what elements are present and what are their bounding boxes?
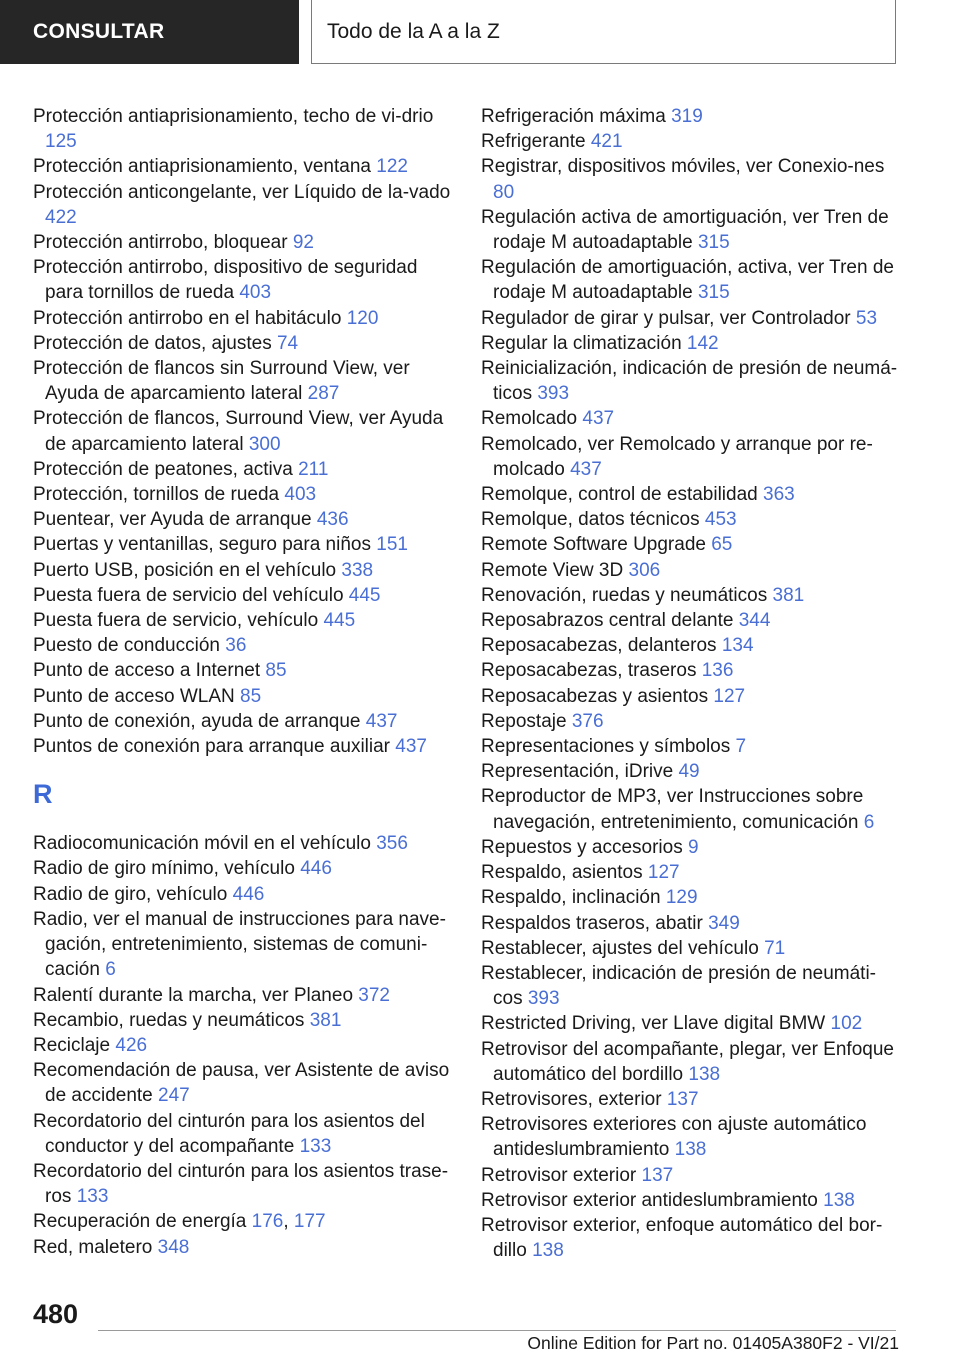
index-entry-text: Puesta fuera de servicio del vehículo	[33, 584, 349, 606]
page-link[interactable]: 138	[532, 1240, 564, 1262]
index-entry-text: Reinicialización, indicación de presión de neumá‐ticos	[481, 358, 898, 405]
page-link[interactable]: 102	[830, 1013, 863, 1035]
index-entry-text: Punto de conexión, ayuda de arranque	[33, 710, 366, 732]
page-link[interactable]: 74	[276, 332, 299, 354]
index-entry	[33, 907, 453, 983]
index-entry	[481, 734, 901, 759]
index-entry-text: Radiocomunicación móvil en el vehículo	[33, 833, 377, 855]
page-link[interactable]: 92	[292, 232, 314, 254]
index-entry-text: Reposacabezas y asientos	[481, 685, 714, 707]
page-link[interactable]: 133	[76, 1186, 109, 1208]
index-entry-text: Reposacabezas, delanteros	[481, 635, 722, 657]
index-entry	[33, 633, 453, 658]
page-separator: ,	[283, 1211, 294, 1233]
index-entry-text: Respaldos traseros, abatir	[481, 912, 709, 934]
index-entry-text: Regulación de amortiguación, activa, ver Tren de rodaje M autoadaptable	[481, 257, 894, 304]
index-entry-text: Puerto USB, posición en el vehículo	[33, 559, 342, 581]
page-link[interactable]: 247	[158, 1085, 190, 1107]
page-link[interactable]: 125	[45, 131, 77, 153]
page-link[interactable]: 437	[365, 710, 398, 732]
index-entry-text: Puntos de conexión para arranque auxiliar	[33, 736, 396, 758]
page-link[interactable]: 151	[376, 534, 408, 556]
index-entry	[481, 356, 901, 406]
page-link[interactable]: 393	[527, 988, 560, 1010]
index-entry-text: Refrigeración máxima	[481, 106, 672, 127]
page-link[interactable]: 6	[863, 811, 875, 833]
index-entry	[481, 331, 901, 356]
index-entry	[481, 1112, 901, 1162]
index-entry-text: Respaldo, asientos	[481, 862, 648, 884]
page-link[interactable]: 122	[376, 156, 408, 178]
index-entry-text: Remolcado, ver Remolcado y arranque por re‐molcado	[481, 433, 873, 480]
page-link[interactable]: 137	[666, 1088, 699, 1110]
index-entry	[481, 784, 901, 834]
index-entry	[481, 406, 901, 431]
index-entry-text: Repuestos y accesorios	[481, 836, 688, 858]
page-link[interactable]: 120	[346, 307, 379, 329]
index-entry	[33, 507, 453, 532]
index-entry	[33, 882, 453, 907]
index-entry	[33, 709, 453, 734]
index-entry-text: Restablecer, ajustes del vehículo	[481, 937, 765, 959]
index-entry	[481, 432, 901, 482]
page-link[interactable]: 138	[674, 1139, 707, 1161]
page-link[interactable]: 71	[764, 937, 786, 959]
index-entry	[481, 759, 901, 784]
index-entry	[481, 507, 901, 532]
index-entry-text: Protección antiaprisionamiento, techo de vi‐drio	[33, 106, 434, 127]
page-link[interactable]: 300	[248, 433, 281, 455]
index-entry	[481, 583, 901, 608]
page-link[interactable]: 315	[697, 232, 730, 254]
index-entry	[481, 532, 901, 557]
index-column-left	[33, 104, 453, 1260]
index-entry-text: Remote Software Upgrade	[481, 534, 712, 556]
page-link[interactable]: 437	[570, 458, 602, 480]
index-entry	[481, 658, 901, 683]
index-entry	[33, 583, 453, 608]
index-entry	[33, 255, 453, 305]
page-link[interactable]: 403	[284, 484, 317, 506]
index-entry	[33, 331, 453, 356]
index-entry-text: Protección antirrobo, bloquear	[33, 232, 293, 254]
index-entry	[33, 532, 453, 557]
page-link[interactable]: 437	[582, 408, 615, 430]
index-entry	[481, 709, 901, 734]
index-entry	[481, 1087, 901, 1112]
index-entry	[481, 1037, 901, 1087]
footer-edition-text: Online Edition for Part no. 01405A380F2 - VI/21	[527, 1333, 899, 1353]
index-entry	[33, 856, 453, 881]
index-entry	[481, 684, 901, 709]
page-link[interactable]: 426	[115, 1034, 148, 1056]
index-entry-text: Recuperación de energía	[33, 1211, 252, 1233]
index-entry	[33, 230, 453, 255]
index-entry-text: Restricted Driving, ver Llave digital BMW	[481, 1013, 831, 1035]
page-link[interactable]: 338	[341, 559, 374, 581]
index-entry-text: Punto de acceso a Internet	[33, 660, 266, 682]
page-number: 480	[33, 1299, 79, 1329]
index-entry-text: Protección antirrobo en el habitáculo	[33, 307, 347, 329]
page-link[interactable]: 7	[735, 736, 747, 758]
index-entry-text: Protección, tornillos de rueda	[33, 484, 285, 506]
page-link[interactable]: 53	[855, 307, 878, 329]
index-entry	[33, 1209, 453, 1234]
index-entry-text: Retrovisor del acompañante, plegar, ver Enfoque automático del bordillo	[481, 1038, 894, 1085]
index-entry-text: Retrovisor exterior	[481, 1164, 642, 1186]
index-entry-text: Refrigerante	[481, 131, 591, 153]
index-entry-text: Radio de giro, vehículo	[33, 883, 233, 905]
index-entry-text: Reproductor de MP3, ver Instrucciones sobre navegación, entretenimiento, comunicación	[481, 786, 864, 833]
page-link[interactable]: 127	[647, 862, 680, 884]
index-entry-text: Protección de datos, ajustes	[33, 332, 277, 354]
page-link[interactable]: 446	[300, 858, 332, 880]
page-link[interactable]: 445	[323, 610, 356, 632]
page-link[interactable]: 49	[678, 761, 700, 783]
page-header-title	[311, 0, 896, 64]
index-entry	[33, 457, 453, 482]
index-entry-text: Regular la climatización	[481, 332, 687, 354]
index-entry-text: Protección de peatones, activa	[33, 458, 299, 480]
page-link[interactable]: 437	[395, 736, 427, 758]
index-entry	[481, 1213, 901, 1263]
index-list-right	[481, 104, 901, 1263]
index-entry-text: Red, maletero	[33, 1236, 158, 1258]
index-entry	[33, 658, 453, 683]
index-entry	[33, 983, 453, 1008]
index-entry	[481, 1163, 901, 1188]
index-entry-text: Recomendación de pausa, ver Asistente de aviso de accidente	[33, 1060, 450, 1107]
index-entry	[481, 1011, 901, 1036]
index-entry	[33, 1058, 453, 1108]
page-link[interactable]: 80	[493, 181, 515, 203]
index-entry-text: Registrar, dispositivos móviles, ver Conexio‐nes	[481, 156, 885, 178]
page-link[interactable]: 348	[157, 1236, 190, 1258]
index-column-right	[481, 104, 901, 1263]
page-link[interactable]: 65	[711, 534, 733, 556]
section-tab	[0, 0, 299, 64]
index-entry-text: Remote View 3D	[481, 559, 629, 581]
index-entry	[481, 306, 901, 331]
index-entry	[33, 482, 453, 507]
index-entry-text: Remolque, datos técnicos	[481, 509, 705, 531]
index-entry-text: Protección de flancos sin Surround View, ver Ayuda de aparcamiento lateral	[33, 358, 410, 405]
page-link[interactable]: 376	[571, 710, 604, 732]
page-link[interactable]: 403	[239, 282, 272, 304]
page-link[interactable]: 136	[701, 660, 734, 682]
index-entry	[33, 1109, 453, 1159]
index-entry-text: Recordatorio del cinturón para los asientos trase‐ros	[33, 1160, 449, 1208]
page-link[interactable]: 176	[251, 1211, 284, 1233]
page-link[interactable]: 393	[537, 383, 570, 405]
page-link[interactable]: 6	[105, 959, 116, 981]
page-link[interactable]: 138	[823, 1189, 855, 1211]
page-link[interactable]: 381	[772, 584, 805, 606]
index-entry-text: Retrovisor exterior, enfoque automático del bor‐dillo	[481, 1214, 883, 1262]
index-entry-text: Reposabrazos central delante	[481, 610, 739, 632]
index-entry	[33, 356, 453, 406]
page-link[interactable]: 9	[688, 836, 699, 858]
index-entry-text: Regulación activa de amortiguación, ver Tren de rodaje M autoadaptable	[481, 206, 889, 254]
index-entry-text: Remolque, control de estabilidad	[481, 484, 764, 506]
index-entry-text: Punto de acceso WLAN	[33, 685, 240, 707]
index-entry	[33, 608, 453, 633]
index-entry	[33, 1033, 453, 1058]
index-entry-text: Restablecer, indicación de presión de neumáti‐cos	[481, 962, 877, 1010]
page-link[interactable]: 319	[671, 106, 703, 127]
index-entry	[481, 835, 901, 860]
index-list-r	[33, 831, 453, 1259]
page-link[interactable]: 344	[738, 610, 771, 632]
header-title-label: Todo de la A a la Z	[327, 19, 500, 43]
index-entry	[481, 205, 901, 255]
index-entry	[481, 961, 901, 1011]
index-entry-text: Respaldo, inclinación	[481, 887, 666, 909]
page-link[interactable]: 134	[721, 635, 754, 657]
page-link[interactable]: 142	[686, 332, 719, 354]
index-entry	[481, 633, 901, 658]
index-entry	[481, 255, 901, 305]
index-entry	[481, 608, 901, 633]
page-link[interactable]: 453	[704, 509, 737, 531]
page-link[interactable]: 137	[641, 1164, 674, 1186]
index-entry-text: Radio de giro mínimo, vehículo	[33, 858, 301, 880]
page-link[interactable]: 363	[763, 484, 795, 506]
page-link[interactable]: 445	[348, 584, 381, 606]
index-entry-text: Retrovisores exteriores con ajuste automático antideslumbramiento	[481, 1114, 867, 1161]
index-entry-text: Puertas y ventanillas, seguro para niños	[33, 534, 377, 556]
index-list-p	[33, 104, 453, 759]
index-entry	[481, 129, 901, 154]
index-entry	[33, 180, 453, 230]
index-entry	[33, 406, 453, 456]
page-link[interactable]: 422	[45, 206, 77, 228]
page-link[interactable]: 349	[708, 912, 740, 934]
index-entry	[481, 154, 901, 204]
index-entry	[481, 104, 901, 129]
index-entry-text: Recambio, ruedas y neumáticos	[33, 1009, 310, 1031]
page-link[interactable]: 372	[358, 984, 390, 1006]
index-entry-text: Puesto de conducción	[33, 635, 226, 657]
page-link[interactable]: 306	[628, 559, 661, 581]
page-link[interactable]: 85	[240, 685, 262, 707]
index-entry-text: Retrovisor exterior antideslumbramiento	[481, 1189, 824, 1211]
page-link[interactable]: 85	[265, 660, 287, 682]
page-link[interactable]: 436	[316, 509, 349, 531]
index-entry	[33, 1159, 453, 1209]
index-entry-text: Reciclaje	[33, 1034, 116, 1056]
index-entry	[481, 482, 901, 507]
index-entry-text: Puentear, ver Ayuda de arranque	[33, 509, 317, 531]
index-entry	[33, 1235, 453, 1260]
index-entry	[481, 885, 901, 910]
page-link[interactable]: 446	[232, 883, 265, 905]
index-entry	[33, 306, 453, 331]
page-link[interactable]: 129	[665, 887, 698, 909]
index-entry-text: Repostaje	[481, 710, 572, 732]
index-entry	[33, 154, 453, 179]
index-entry	[33, 104, 453, 154]
index-entry-text: Retrovisores, exterior	[481, 1088, 667, 1110]
index-entry-text: Protección anticongelante, ver Líquido de la‐vado	[33, 181, 451, 203]
page-link[interactable]: 287	[307, 383, 340, 405]
index-entry	[481, 860, 901, 885]
index-entry	[33, 734, 453, 759]
index-entry	[33, 558, 453, 583]
index-entry	[33, 1008, 453, 1033]
section-letter: R	[33, 779, 53, 810]
index-entry-text: Representaciones y símbolos	[481, 736, 736, 758]
page-link[interactable]: 127	[713, 685, 746, 707]
index-entry	[33, 684, 453, 709]
index-entry-text: Protección antirrobo, dispositivo de seguridad para tornillos de rueda	[33, 257, 418, 304]
index-entry	[481, 911, 901, 936]
page-link[interactable]: 138	[688, 1063, 721, 1085]
index-entry-text: Radio, ver el manual de instrucciones para nave‐gación, entretenimiento, sistemas de comuni‐cación	[33, 908, 446, 981]
index-entry-text: Reposacabezas, traseros	[481, 660, 702, 682]
index-entry-text: Renovación, ruedas y neumáticos	[481, 584, 773, 606]
index-entry-text: Protección antiaprisionamiento, ventana	[33, 156, 377, 178]
footer-divider	[98, 1330, 896, 1331]
page-link[interactable]: 36	[225, 635, 247, 657]
page-link[interactable]: 315	[697, 282, 730, 304]
index-entry-text: Puesta fuera de servicio, vehículo	[33, 610, 324, 632]
index-entry-text: Protección de flancos, Surround View, ver Ayuda de aparcamiento lateral	[33, 408, 444, 455]
index-entry	[33, 831, 453, 856]
section-tab-label: CONSULTAR	[33, 20, 165, 43]
index-entry-text: Representación, iDrive	[481, 761, 679, 783]
index-entry-text: Remolcado	[481, 408, 583, 430]
page-link[interactable]: 381	[309, 1009, 342, 1031]
index-entry	[481, 558, 901, 583]
page-link[interactable]: 211	[298, 458, 329, 480]
index-entry	[481, 936, 901, 961]
page-link[interactable]: 133	[299, 1135, 332, 1157]
index-entry	[481, 1188, 901, 1213]
index-entry-text: Ralentí durante la marcha, ver Planeo	[33, 984, 359, 1006]
page-link[interactable]: 177	[293, 1211, 326, 1233]
index-entry-text: Regulador de girar y pulsar, ver Controlador	[481, 307, 856, 329]
index-entry-text: Recordatorio del cinturón para los asientos del conductor y del acompañante	[33, 1110, 425, 1157]
page-link[interactable]: 421	[590, 131, 623, 153]
page-link[interactable]: 356	[376, 833, 408, 855]
